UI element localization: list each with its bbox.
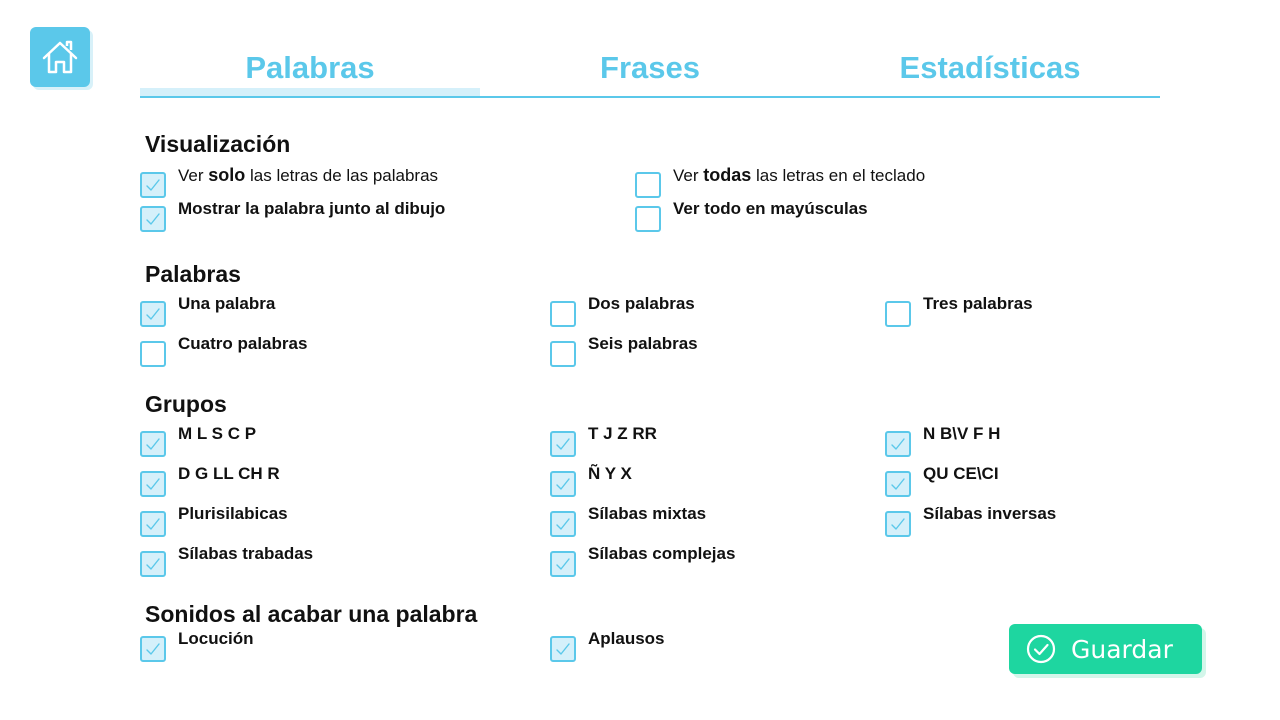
option-ver-todas-letras[interactable]	[635, 164, 926, 196]
checkbox[interactable]	[140, 551, 166, 577]
option-label-pre: Ver	[178, 165, 209, 185]
option-silabas-trabadas[interactable]	[140, 544, 314, 575]
tab-frases[interactable]: Frases	[600, 50, 700, 85]
checkmark-icon	[145, 211, 161, 227]
option-tres-palabras[interactable]	[885, 294, 1033, 325]
option-label-bold: todas	[703, 164, 752, 185]
option-label: Dos palabras	[588, 294, 695, 313]
checkbox[interactable]	[885, 301, 911, 327]
home-icon	[39, 36, 81, 78]
checkbox[interactable]	[550, 471, 576, 497]
save-button[interactable]	[1009, 624, 1202, 674]
checkbox[interactable]	[885, 431, 911, 457]
option-label: Sílabas mixtas	[588, 504, 707, 523]
option-grupo-nyx[interactable]	[550, 464, 632, 495]
option-label: T J Z RR	[588, 424, 657, 443]
option-label: Ñ Y X	[588, 464, 632, 483]
checkmark-icon	[555, 436, 571, 452]
option-label	[178, 165, 438, 186]
checkmark-icon	[145, 516, 161, 532]
checkmark-icon	[555, 476, 571, 492]
option-label: Sílabas complejas	[588, 544, 736, 563]
checkbox[interactable]	[140, 172, 166, 198]
option-label: Tres palabras	[923, 294, 1033, 313]
option-grupo-mlscp[interactable]	[140, 424, 257, 455]
checkmark-icon	[555, 556, 571, 572]
option-silabas-complejas[interactable]	[550, 544, 736, 575]
option-label: Sílabas inversas	[923, 504, 1057, 523]
option-label: Aplausos	[588, 629, 665, 648]
option-ver-solo-letras[interactable]	[140, 164, 439, 196]
save-button-label: Guardar	[1071, 634, 1173, 664]
option-ver-todo-mayusculas[interactable]	[635, 199, 868, 230]
option-cuatro-palabras[interactable]	[140, 334, 308, 365]
checkbox[interactable]	[550, 636, 576, 662]
checkmark-icon	[145, 177, 161, 193]
checkbox[interactable]	[550, 341, 576, 367]
section-title-sonidos: Sonidos al acabar una palabra	[145, 601, 478, 627]
checkbox[interactable]	[140, 471, 166, 497]
checkbox[interactable]	[635, 206, 661, 232]
option-label: Mostrar la palabra junto al dibujo	[178, 199, 446, 218]
option-grupo-quceci[interactable]	[885, 464, 999, 495]
option-label-bold: solo	[208, 164, 246, 185]
checkbox[interactable]	[140, 341, 166, 367]
check-circle-icon	[1026, 634, 1056, 664]
option-label: Plurisilabicas	[178, 504, 288, 523]
option-label: Sílabas trabadas	[178, 544, 314, 563]
option-plurisilabicas[interactable]	[140, 504, 288, 535]
option-seis-palabras[interactable]	[550, 334, 698, 365]
checkbox[interactable]	[885, 511, 911, 537]
tab-estadisticas[interactable]: Estadísticas	[899, 50, 1081, 85]
option-mostrar-palabra-dibujo[interactable]	[140, 199, 446, 230]
checkmark-icon	[890, 436, 906, 452]
checkbox[interactable]	[550, 511, 576, 537]
checkbox[interactable]	[140, 206, 166, 232]
tab-palabras[interactable]: Palabras	[245, 50, 375, 85]
checkbox[interactable]	[140, 511, 166, 537]
option-locucion[interactable]	[140, 629, 254, 660]
option-dos-palabras[interactable]	[550, 294, 695, 325]
option-label: Una palabra	[178, 294, 276, 313]
checkmark-icon	[890, 476, 906, 492]
checkmark-icon	[145, 556, 161, 572]
option-grupo-nbvfh[interactable]	[885, 424, 1001, 455]
option-label: N B\V F H	[923, 424, 1001, 443]
option-label: Locución	[178, 629, 254, 648]
checkmark-icon	[145, 476, 161, 492]
option-silabas-mixtas[interactable]	[550, 504, 707, 535]
option-label: D G LL CH R	[178, 464, 280, 483]
checkbox[interactable]	[140, 636, 166, 662]
option-label-post: las letras en el teclado	[751, 165, 926, 185]
option-grupo-dgllchr[interactable]	[140, 464, 280, 495]
tab-bar	[140, 40, 1160, 98]
checkmark-icon	[555, 516, 571, 532]
checkbox[interactable]	[550, 551, 576, 577]
checkbox[interactable]	[140, 301, 166, 327]
checkbox[interactable]	[635, 172, 661, 198]
checkbox[interactable]	[140, 431, 166, 457]
checkmark-icon	[145, 436, 161, 452]
option-silabas-inversas[interactable]	[885, 504, 1057, 535]
option-label: Ver todo en mayúsculas	[673, 199, 868, 218]
option-label: M L S C P	[178, 424, 257, 443]
option-label-pre: Ver	[673, 165, 704, 185]
checkbox[interactable]	[550, 301, 576, 327]
checkmark-icon	[555, 641, 571, 657]
option-grupo-tjzrr[interactable]	[550, 424, 657, 455]
option-aplausos[interactable]	[550, 629, 665, 660]
option-label	[673, 165, 925, 186]
checkmark-icon	[145, 306, 161, 322]
option-label-post: las letras de las palabras	[245, 165, 439, 185]
option-label: Seis palabras	[588, 334, 698, 353]
active-tab-indicator	[140, 88, 480, 96]
home-button[interactable]	[30, 27, 90, 87]
option-una-palabra[interactable]	[140, 294, 276, 325]
option-label: Cuatro palabras	[178, 334, 308, 353]
checkbox[interactable]	[550, 431, 576, 457]
section-title-palabras: Palabras	[145, 261, 241, 287]
checkbox[interactable]	[885, 471, 911, 497]
checkmark-icon	[890, 516, 906, 532]
section-title-grupos: Grupos	[145, 391, 227, 417]
section-title-visualizacion: Visualización	[145, 131, 291, 157]
option-label: QU CE\CI	[923, 464, 999, 483]
checkmark-icon	[145, 641, 161, 657]
